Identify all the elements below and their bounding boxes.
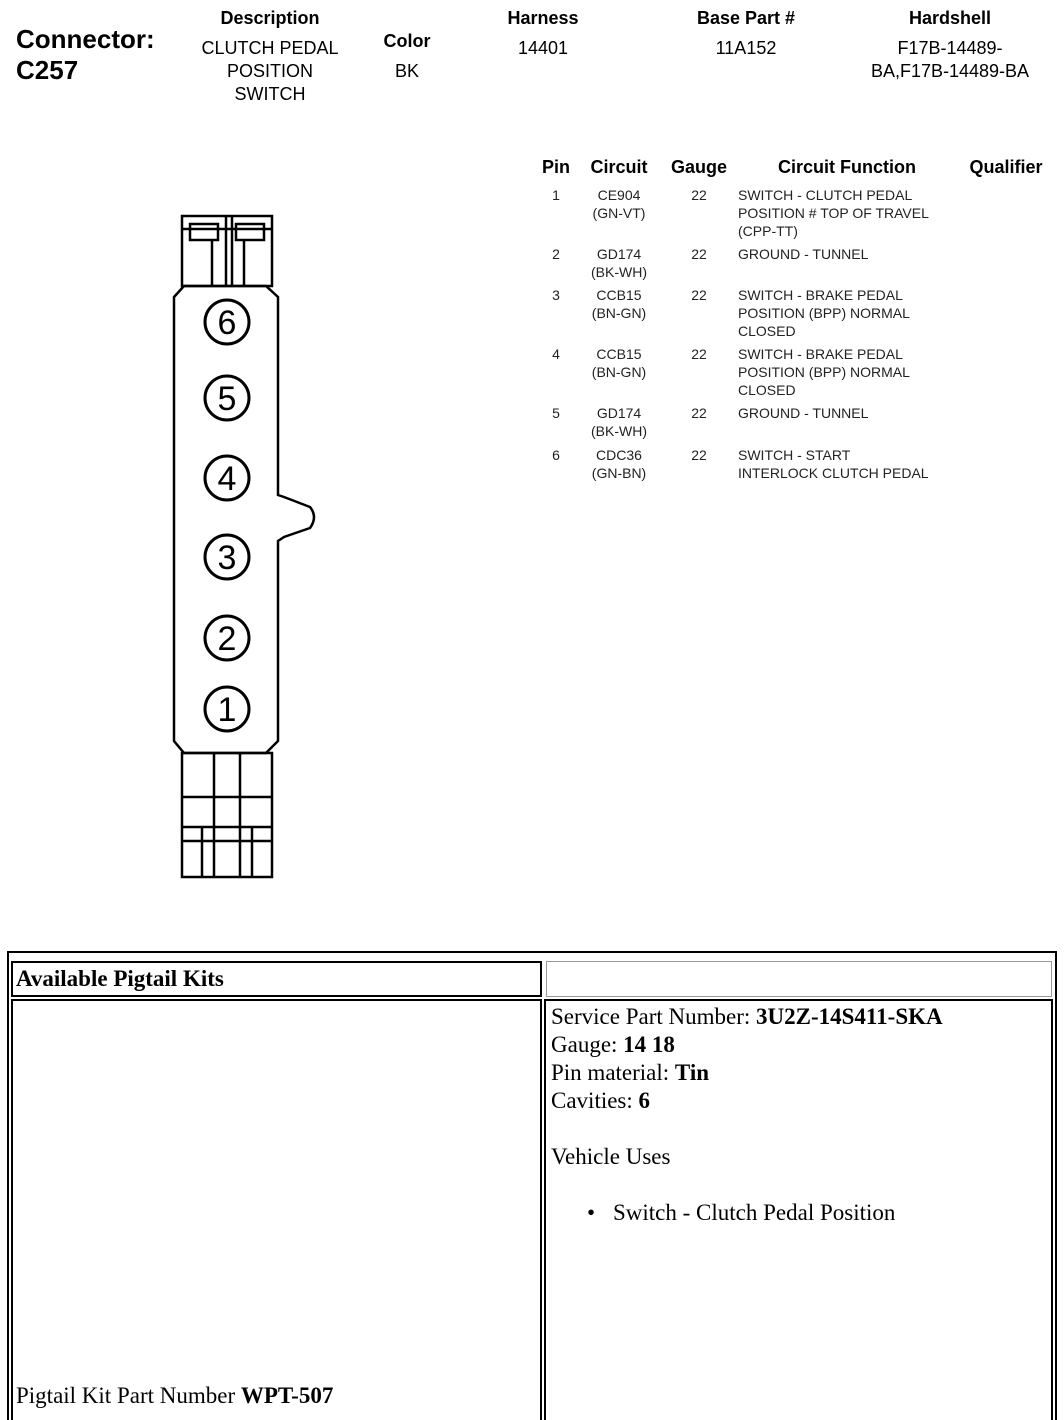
service-part-line xyxy=(551,1003,943,1031)
pigtail-kit-part-number xyxy=(16,1382,333,1410)
circuit-code: CE904 (GN-VT) xyxy=(592,187,646,221)
connector-title: Connector: C257 xyxy=(16,24,155,85)
hardshell-label: Hardshell xyxy=(908,8,992,28)
pin-number: 5 xyxy=(552,405,560,421)
pin-number: 4 xyxy=(552,346,560,362)
pin-5-label: 5 xyxy=(217,380,237,418)
circuit-function: GROUND - TUNNEL xyxy=(738,405,869,421)
kit-part-value: WPT-507 xyxy=(240,1383,334,1408)
circuit-code: GD174 (BK-WH) xyxy=(591,246,647,280)
cavities-label: Cavities: xyxy=(551,1088,639,1113)
pin-2-label: 2 xyxy=(217,620,237,658)
pigtail-title-cell xyxy=(11,961,542,997)
base-part-label: Base Part # xyxy=(696,8,796,28)
pin-material-value: Tin xyxy=(674,1060,710,1085)
pin-number: 1 xyxy=(552,187,560,203)
col-header-function: Circuit Function xyxy=(778,157,916,177)
description-value: CLUTCH PEDAL POSITION SWITCH xyxy=(201,38,339,104)
service-part-value: 3U2Z-14S411-SKA xyxy=(756,1004,943,1029)
hardshell-value: F17B-14489- BA,F17B-14489-BA xyxy=(870,38,1030,81)
service-part-label: Service Part Number: xyxy=(551,1004,757,1029)
gauge-value: 22 xyxy=(691,405,707,421)
pin-number: 6 xyxy=(552,447,560,463)
gauge-label: Gauge: xyxy=(551,1032,624,1057)
circuit-function: SWITCH - START INTERLOCK CLUTCH PEDAL xyxy=(738,447,929,481)
pin-4-label: 4 xyxy=(217,460,237,498)
pigtail-right-cell xyxy=(544,999,1053,1420)
circuit-function: GROUND - TUNNEL xyxy=(738,246,869,262)
gauge-value: 22 xyxy=(691,346,707,362)
circuit-code: CCB15 (BN-GN) xyxy=(591,287,647,321)
pin-6-label: 6 xyxy=(217,304,237,342)
pin-number: 2 xyxy=(552,246,560,262)
circuit-function: SWITCH - BRAKE PEDAL POSITION (BPP) NORMAL CLOSED xyxy=(738,287,910,339)
pigtail-title: Available Pigtail Kits xyxy=(16,966,224,991)
vehicle-uses-label: Vehicle Uses xyxy=(551,1144,671,1169)
pin-material-line xyxy=(551,1059,943,1087)
gauge-value: 22 xyxy=(691,246,707,262)
vehicle-use-text: Switch - Clutch Pedal Position xyxy=(613,1200,896,1225)
col-header-gauge: Gauge xyxy=(670,157,727,177)
pin-number: 3 xyxy=(552,287,560,303)
circuit-code: CDC36 (GN-BN) xyxy=(591,447,647,481)
pin-3-label: 3 xyxy=(217,539,237,577)
gauge-value: 22 xyxy=(691,447,707,463)
description-label: Description xyxy=(220,8,320,28)
circuit-function: SWITCH - CLUTCH PEDAL POSITION # TOP OF TRAVEL (CPP-TT) xyxy=(738,187,929,239)
connector-diagram xyxy=(160,205,330,885)
pin-1-label: 1 xyxy=(217,691,237,729)
pin-material-label: Pin material: xyxy=(551,1060,675,1085)
base-part-value: 11A152 xyxy=(715,38,777,58)
bullet-icon: • xyxy=(587,1200,596,1225)
gauge-value: 22 xyxy=(691,187,707,203)
col-header-circuit: Circuit xyxy=(590,157,648,177)
cavities-value: 6 xyxy=(638,1088,651,1113)
col-header-qualifier: Qualifier xyxy=(969,157,1043,177)
circuit-function: SWITCH - BRAKE PEDAL POSITION (BPP) NORMAL CLOSED xyxy=(738,346,910,398)
harness-value: 14401 xyxy=(517,38,569,58)
pigtail-blank-header-cell xyxy=(546,961,1052,997)
col-header-pin: Pin xyxy=(541,157,570,177)
color-value: BK xyxy=(394,61,419,81)
pigtail-left-cell xyxy=(11,999,542,1420)
kit-part-label: Pigtail Kit Part Number xyxy=(16,1383,241,1408)
gauge-value: 14 18 xyxy=(623,1032,675,1057)
color-label: Color xyxy=(383,31,431,51)
harness-label: Harness xyxy=(507,8,579,28)
gauge-line xyxy=(551,1031,943,1059)
gauge-value: 22 xyxy=(691,287,707,303)
circuit-code: GD174 (BK-WH) xyxy=(591,405,647,439)
circuit-code: CCB15 (BN-GN) xyxy=(591,346,647,380)
vehicle-use-item xyxy=(551,1199,943,1227)
pigtail-details xyxy=(551,1003,943,1227)
cavities-line xyxy=(551,1087,943,1115)
